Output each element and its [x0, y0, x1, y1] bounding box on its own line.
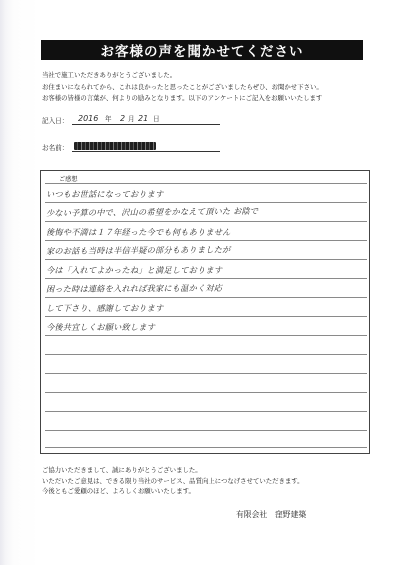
date-field: [42, 112, 220, 125]
ruled-line: [45, 202, 367, 203]
form-title-banner: お客様の声を聞かせてください: [41, 40, 363, 60]
intro-line: お客様の皆様の言葉が、何よりの励みとなります。以下のアンケートにご記入をお願いいたします: [42, 94, 323, 102]
ruled-line: [45, 316, 367, 317]
handwritten-comment-line: 困った時は連絡を入れれば我家にも温かく対応: [45, 282, 223, 295]
ruled-line: [45, 447, 367, 448]
ruled-line: [45, 278, 367, 279]
ruled-line: [45, 221, 367, 222]
thank-you-note: [42, 465, 372, 497]
date-input-line[interactable]: [72, 112, 220, 125]
footer-line: ご協力いただきまして、誠にありがとうございました。: [42, 466, 202, 474]
company-name: 有限会社 窪野建築: [236, 510, 307, 519]
date-label: 記入日：: [42, 117, 69, 125]
name-field: [42, 139, 220, 152]
handwritten-comment-line: 今は「入れてよかったね」と満足しております: [46, 265, 223, 275]
date-day-handwritten: 21: [138, 114, 149, 123]
redacted-name-mark: [74, 142, 156, 150]
intro-line: 当社で施工いただきありがとうございました。: [42, 71, 177, 79]
ruled-line: [45, 240, 367, 241]
ruled-line: [45, 430, 367, 431]
comments-box[interactable]: [40, 170, 370, 454]
ruled-line: [45, 297, 367, 298]
ruled-line: [45, 392, 367, 393]
date-day-unit: 日: [153, 115, 160, 123]
handwritten-comment-line: 今後共宜しくお願い致します: [46, 322, 156, 332]
handwritten-comment-line: して下さり、感謝しております: [46, 303, 164, 313]
name-input-line[interactable]: [72, 139, 220, 152]
ruled-line: [45, 354, 367, 355]
handwritten-comment-line: 後悔や不満は１７年経った今でも何もありません: [46, 227, 231, 237]
intro-text: [42, 70, 372, 105]
handwritten-comment-line: 家のお話も当時は半信半疑の部分もありましたが: [45, 244, 231, 257]
date-year-unit: 年: [105, 115, 112, 123]
ruled-line: [45, 183, 367, 184]
ruled-line: [45, 411, 367, 412]
comments-label: ご感想: [59, 176, 78, 183]
intro-line: お住まいになられてから、これは良かったと思ったことがございましたらぜひ、お聞かせ下さい。: [42, 82, 323, 91]
ruled-line: [45, 259, 367, 260]
ruled-line: [45, 373, 367, 374]
handwritten-comment-line: 少ない予算の中で、沢山の希望をかなえて頂いた お陰で: [45, 205, 259, 219]
ruled-line: [45, 335, 367, 336]
handwritten-comment-line: いつもお世話になっております: [46, 189, 164, 199]
footer-line: 今後ともご愛顧のほど、よろしくお願いいたします。: [42, 487, 195, 495]
footer-line: いただいたご意見は、できる限り当社のサービス、品質向上につなげさせていただきます。: [42, 476, 304, 485]
name-label: お名前：: [42, 144, 69, 152]
date-month-unit: 月: [128, 115, 135, 123]
date-year-handwritten: 2016: [78, 114, 99, 123]
date-month-handwritten: 2: [120, 114, 126, 123]
